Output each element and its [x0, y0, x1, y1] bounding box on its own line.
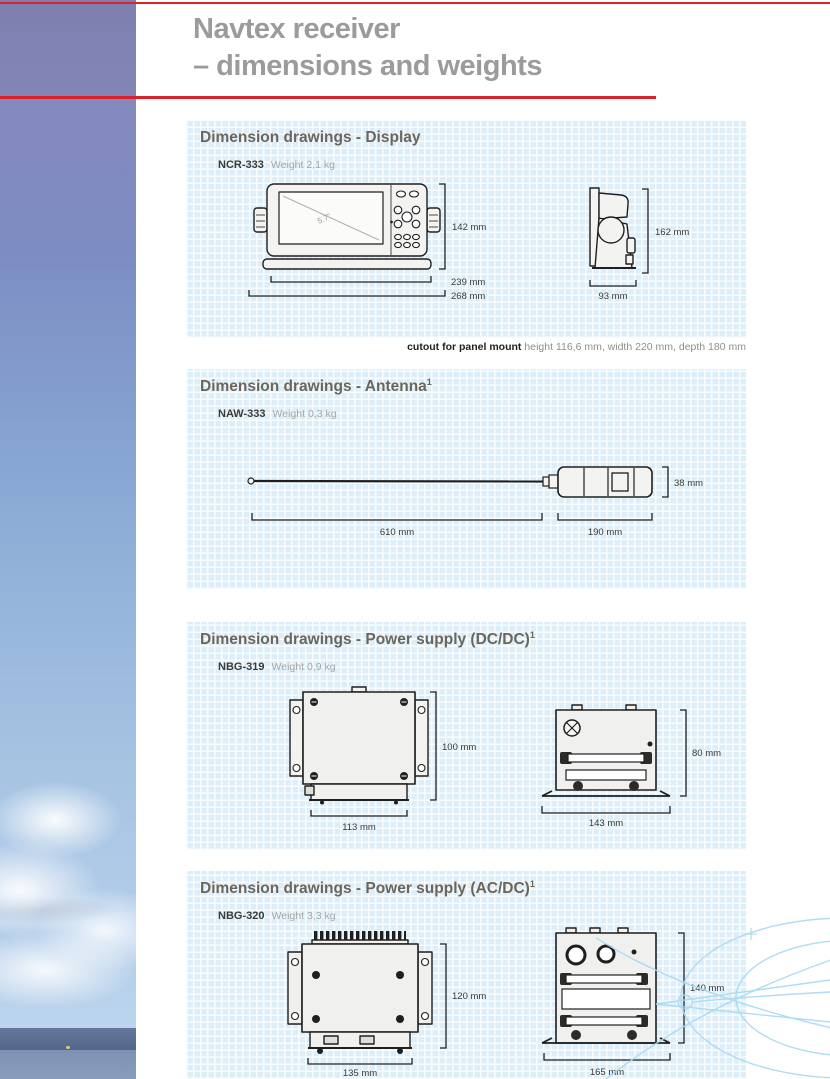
page-title: [193, 11, 753, 85]
photo-boat-light: [66, 1046, 70, 1049]
cutout-note-text: height 116,6 mm, width 220 mm, depth 180 mm: [524, 341, 746, 353]
cutout-note: [186, 341, 746, 353]
section-display-header-text: Dimension drawings - Display: [200, 129, 421, 146]
psu-dc-side-drawing: [534, 702, 726, 830]
section-psu-ac-panel: [186, 871, 746, 1079]
photo-top-purple-block: [0, 0, 136, 97]
top-red-rule: [0, 2, 830, 4]
cutout-note-label: cutout for panel mount: [407, 341, 522, 353]
section-display-model-line: [218, 159, 335, 171]
page-title-line1: Navtex receiver: [193, 13, 400, 45]
dim-psu-ac-side-height: 140 mm: [690, 983, 725, 994]
display-front-drawing: [241, 178, 506, 318]
antenna-drawing: [244, 457, 714, 541]
model-name: NAW-333: [218, 408, 266, 420]
dim-display-width-inner: 239 mm: [451, 277, 486, 288]
photo-sea: [0, 1050, 136, 1079]
dim-antenna-body: 190 mm: [587, 527, 623, 538]
page-title-line2: – dimensions and weights: [193, 50, 542, 82]
psu-ac-side-drawing: [532, 921, 730, 1079]
display-side-drawing: [574, 182, 704, 317]
footnote-superscript: 1: [529, 630, 535, 640]
section-display-panel: [186, 120, 746, 338]
section-antenna-panel: [186, 369, 746, 589]
section-psu-dc-header: [200, 631, 535, 649]
model-weight: Weight 2,1 kg: [270, 159, 335, 171]
footnote-superscript: 1: [529, 879, 535, 889]
dim-display-side-depth: 93 mm: [598, 291, 628, 302]
dim-display-width-outer: 268 mm: [451, 291, 486, 302]
model-name: NCR-333: [218, 159, 264, 171]
screen-size-label: 5.7": [316, 211, 333, 226]
section-psu-dc-header-text: Dimension drawings - Power supply (DC/DC): [200, 631, 530, 648]
dim-psu-ac-front-height: 120 mm: [452, 991, 487, 1002]
model-weight: Weight 3,3 kg: [271, 910, 336, 922]
section-display-header: [200, 129, 421, 147]
dim-psu-dc-side-width: 143 mm: [588, 818, 624, 829]
dim-psu-dc-side-height: 80 mm: [692, 748, 722, 759]
dim-psu-dc-front-width: 113 mm: [342, 822, 376, 833]
footnote-superscript: 1: [426, 377, 432, 387]
psu-ac-front-drawing: [278, 927, 493, 1079]
heatsink-fins: [314, 931, 406, 940]
section-psu-ac-model-line: [218, 910, 336, 922]
model-weight: Weight 0,9 kg: [271, 661, 336, 673]
model-name: NBG-320: [218, 910, 265, 922]
section-antenna-header-text: Dimension drawings - Antenna: [200, 378, 427, 395]
section-psu-ac-header: [200, 880, 535, 898]
section-psu-dc-panel: [186, 622, 746, 850]
section-psu-ac-header-text: Dimension drawings - Power supply (AC/DC): [200, 880, 530, 897]
section-antenna-header: [200, 378, 432, 396]
dim-psu-ac-side-width: 165 mm: [589, 1067, 625, 1078]
dim-antenna-diameter: 38 mm: [674, 478, 704, 489]
dim-psu-dc-front-height: 100 mm: [442, 742, 477, 753]
section-antenna-model-line: [218, 408, 337, 420]
dim-display-side-height: 162 mm: [655, 227, 690, 238]
dim-antenna-whip: 610 mm: [379, 527, 415, 538]
left-photo-strip: [0, 0, 136, 1079]
model-name: NBG-319: [218, 661, 265, 673]
section-psu-dc-model-line: [218, 661, 336, 673]
dim-display-height: 142 mm: [452, 222, 487, 233]
model-weight: Weight 0,3 kg: [272, 408, 337, 420]
photo-sky-clouds: [0, 97, 136, 1030]
title-red-rule: [0, 96, 656, 99]
psu-dc-front-drawing: [278, 682, 483, 834]
dim-psu-ac-front-width: 135 mm: [342, 1068, 378, 1079]
